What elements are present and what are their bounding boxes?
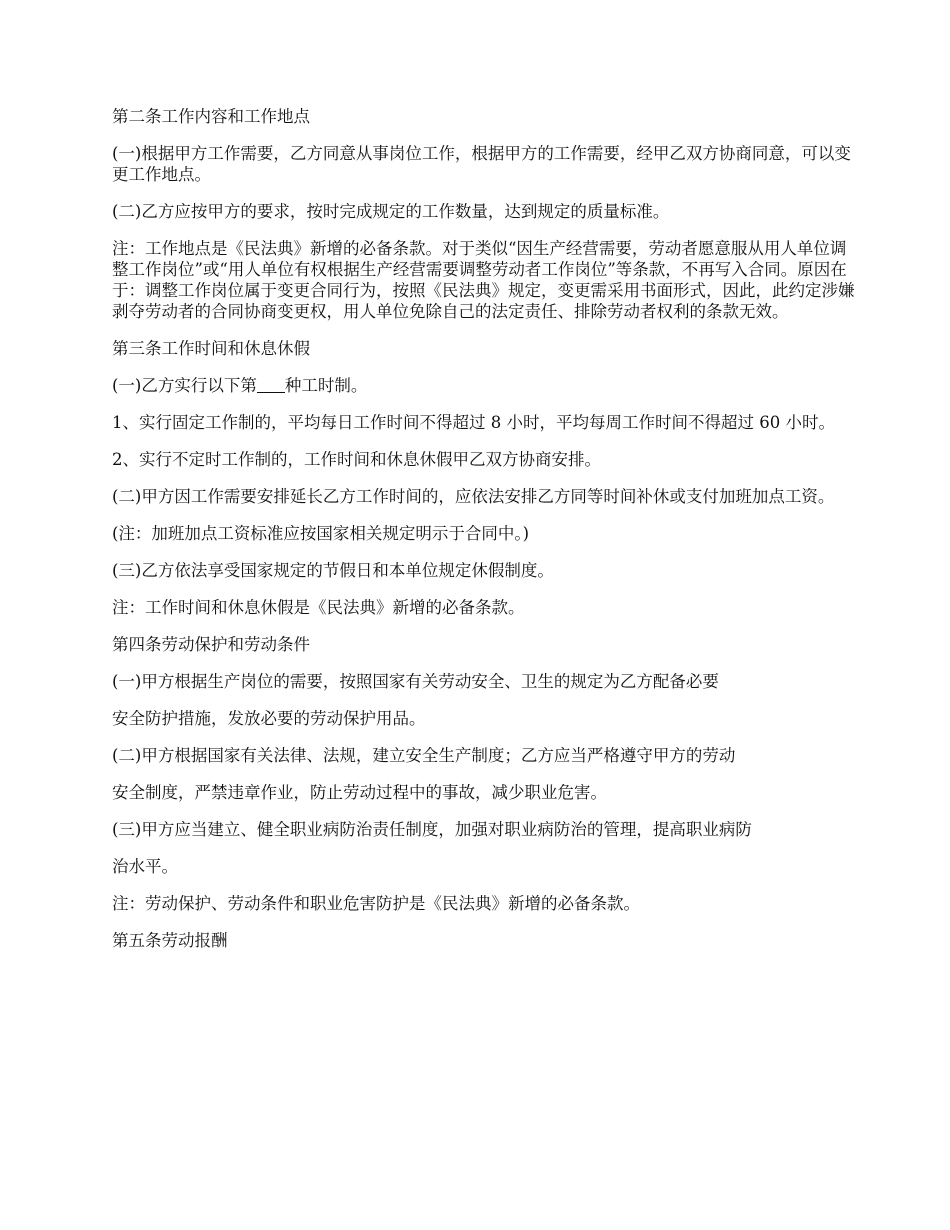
paragraph-with-blank bbox=[112, 375, 857, 396]
paragraph-text-after-blank: 种工时制。 bbox=[284, 376, 368, 395]
paragraph: 治水平。 bbox=[112, 857, 178, 876]
fill-in-blank bbox=[257, 376, 285, 393]
paragraph: 安全制度，严禁违章作业，防止劳动过程中的事故，减少职业危害。 bbox=[112, 783, 607, 802]
paragraph: (二)甲方因工作需要安排延长乙方工作时间的，应依法安排乙方同等时间补休或支付加班加点工资。 bbox=[112, 487, 835, 506]
section-heading-article-4: 第四条劳动保护和劳动条件 bbox=[112, 635, 310, 654]
section-heading-article-2: 第二条工作内容和工作地点 bbox=[112, 107, 310, 126]
section-heading-article-5: 第五条劳动报酬 bbox=[112, 931, 228, 950]
paragraph: (二)甲方根据国家有关法律、法规，建立安全生产制度；乙方应当严格遵守甲方的劳动 bbox=[112, 746, 736, 765]
paragraph: 2、实行不定时工作制的，工作时间和休息休假甲乙双方协商安排。 bbox=[112, 450, 601, 469]
paragraph-text-before-blank: (一)乙方实行以下第 bbox=[112, 376, 257, 395]
note-paragraph: (注：加班加点工资标准应按国家相关规定明示于合同中。) bbox=[112, 524, 530, 543]
document-page bbox=[112, 106, 857, 967]
paragraph: (二)乙方应按甲方的要求，按时完成规定的工作数量，达到规定的质量标准。 bbox=[112, 202, 670, 221]
section-heading-article-3: 第三条工作时间和休息休假 bbox=[112, 339, 310, 358]
note-paragraph: 注：工作地点是《民法典》新增的必备条款。对于类似“因生产经营需要，劳动者愿意服从用人单位调整工作岗位”或“用人单位有权根据生产经营需要调整劳动者工作岗位”等条款，不再写入合同。原因在于：调整工作岗位属于变更合同行为，按照《民法典》规定，变更需采用书面形式，因此，此约定涉嫌剥夺劳动者的合同协商变更权，用人单位免除自己的法定责任、排除劳动者权利的条款无效。 bbox=[112, 239, 855, 321]
paragraph: (三)乙方依法享受国家规定的节假日和本单位规定休假制度。 bbox=[112, 561, 554, 580]
note-paragraph: 注：工作时间和休息休假是《民法典》新增的必备条款。 bbox=[112, 598, 525, 617]
paragraph: 安全防护措施，发放必要的劳动保护用品。 bbox=[112, 709, 426, 728]
paragraph: 1、实行固定工作制的，平均每日工作时间不得超过 8 小时，平均每周工作时间不得超过 60 小时。 bbox=[112, 413, 835, 432]
paragraph: (一)根据甲方工作需要，乙方同意从事岗位工作，根据甲方的工作需要，经甲乙双方协商同意，可以变更工作地点。 bbox=[112, 144, 851, 184]
paragraph: (三)甲方应当建立、健全职业病防治责任制度，加强对职业病防治的管理，提高职业病防 bbox=[112, 820, 752, 839]
note-paragraph: 注：劳动保护、劳动条件和职业危害防护是《民法典》新增的必备条款。 bbox=[112, 894, 640, 913]
paragraph: (一)甲方根据生产岗位的需要，按照国家有关劳动安全、卫生的规定为乙方配备必要 bbox=[112, 672, 719, 691]
